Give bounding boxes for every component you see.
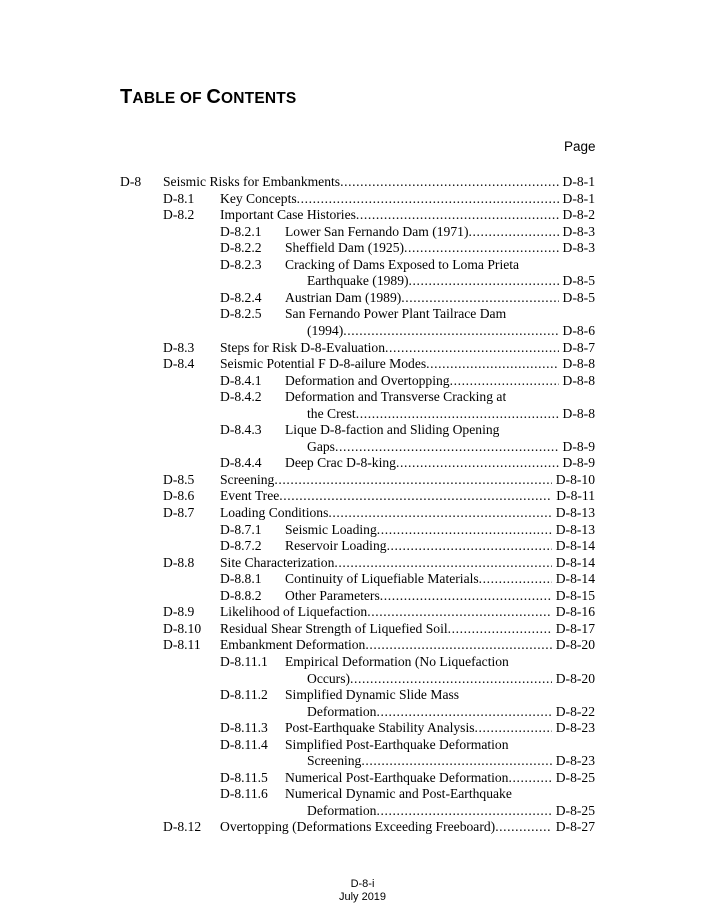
toc-entry-page: D-8-23 bbox=[555, 753, 595, 769]
toc-entry-page: D-8-11 bbox=[556, 488, 595, 504]
toc-entry-number: D-8 bbox=[120, 174, 142, 189]
toc-entry[interactable] bbox=[0, 785, 725, 802]
toc-entry-number: D-8.4 bbox=[163, 356, 195, 372]
toc-entry-number: D-8.6 bbox=[163, 488, 195, 504]
toc-entry-title bbox=[220, 339, 559, 356]
toc-entry-continuation[interactable] bbox=[0, 802, 725, 819]
toc-entry-page: D-8-13 bbox=[555, 505, 595, 520]
toc-entry-page: D-8-17 bbox=[555, 620, 595, 636]
dot-leader bbox=[377, 521, 552, 538]
toc-entry-title-text: Event Tree bbox=[220, 488, 280, 504]
dot-leader bbox=[380, 587, 552, 604]
toc-entry-title-text: Simplified Dynamic Slide Mass bbox=[285, 687, 460, 703]
toc-entry-page: D-8-14 bbox=[555, 554, 595, 570]
toc-entry-title bbox=[220, 487, 552, 504]
toc-entry-number: D-8.11.1 bbox=[220, 653, 268, 669]
toc-entry-continuation[interactable] bbox=[0, 670, 725, 687]
dot-leader bbox=[396, 454, 559, 471]
dot-leader bbox=[334, 554, 552, 571]
dot-leader bbox=[448, 620, 552, 637]
toc-entry-continuation[interactable] bbox=[0, 405, 725, 422]
toc-entry-title-text: Likelihood of Liquefaction bbox=[220, 604, 368, 620]
toc-entry-title-continuation-text: Deformation bbox=[307, 703, 377, 719]
toc-entry[interactable] bbox=[0, 173, 725, 190]
dot-leader bbox=[343, 322, 559, 339]
toc-entry-title bbox=[285, 256, 519, 273]
toc-entry-title bbox=[220, 190, 559, 207]
dot-leader bbox=[340, 173, 559, 190]
dot-leader bbox=[450, 372, 559, 389]
toc-entry-number: D-8.10 bbox=[163, 620, 202, 636]
toc-entry-page: D-8-7 bbox=[562, 339, 595, 355]
toc-entry-title-text: Site Characterization bbox=[220, 554, 335, 570]
toc-entry-page: D-8-8 bbox=[562, 356, 595, 372]
toc-entry-title-text: Loading Conditions bbox=[220, 505, 329, 520]
toc-entry-number: D-8.7.1 bbox=[220, 521, 262, 537]
dot-leader bbox=[409, 272, 559, 289]
title-part: ABLE OF bbox=[132, 90, 207, 107]
toc-entry-number: D-8.1 bbox=[163, 190, 195, 206]
toc-entry-number: D-8.12 bbox=[163, 819, 202, 835]
toc-entry-title bbox=[285, 372, 559, 389]
toc-entry-title-continuation-text: the Crest bbox=[307, 405, 356, 421]
toc-entry-title-continuation bbox=[307, 272, 559, 289]
toc-entry-number: D-8.11.5 bbox=[220, 769, 268, 785]
dot-leader bbox=[479, 570, 552, 587]
toc-entry-title bbox=[285, 719, 552, 736]
toc-entry[interactable] bbox=[0, 769, 725, 786]
toc-entry-title bbox=[285, 769, 552, 786]
toc-entry-title bbox=[285, 289, 559, 306]
toc-entry-number: D-8.8 bbox=[163, 554, 195, 570]
toc-entry-title-text: Embankment Deformation bbox=[220, 637, 366, 653]
toc-entry[interactable] bbox=[0, 620, 725, 637]
toc-entry[interactable] bbox=[0, 372, 725, 389]
toc-entry-title-text: Deformation and Overtopping bbox=[285, 372, 450, 388]
toc-entry-title bbox=[220, 504, 552, 521]
toc-entry-page: D-8-14 bbox=[555, 571, 595, 587]
dot-leader bbox=[335, 438, 559, 455]
toc-entry-number: D-8.11.3 bbox=[220, 720, 268, 736]
toc-entry-title-text: Post-Earthquake Stability Analysis bbox=[285, 720, 475, 736]
toc-entry-page: D-8-20 bbox=[555, 637, 595, 653]
toc-entry-continuation[interactable] bbox=[0, 703, 725, 720]
toc-entry-number: D-8.4.4 bbox=[220, 455, 262, 471]
toc-entry-title-continuation bbox=[307, 438, 559, 455]
toc-entry-continuation[interactable] bbox=[0, 322, 725, 339]
toc-entry-number: D-8.11.2 bbox=[220, 687, 268, 703]
toc-entry-title bbox=[285, 785, 512, 802]
toc-entry[interactable] bbox=[0, 521, 725, 538]
dot-leader bbox=[385, 339, 559, 356]
toc-entry-title bbox=[285, 454, 559, 471]
toc-entry-number: D-8.2 bbox=[163, 207, 195, 223]
toc-entry-page: D-8-23 bbox=[555, 720, 595, 736]
toc-entry-number: D-8.4.3 bbox=[220, 422, 262, 438]
dot-leader bbox=[376, 703, 552, 720]
toc-entry-title-continuation bbox=[307, 322, 559, 339]
toc-entry-number: D-8.11.6 bbox=[220, 786, 268, 802]
toc-entry-number: D-8.7.2 bbox=[220, 538, 262, 554]
toc-entry-title bbox=[220, 603, 552, 620]
toc-entry-title-text: Lower San Fernando Dam (1971) bbox=[285, 223, 469, 239]
toc-entry-title bbox=[285, 305, 506, 322]
toc-entry[interactable] bbox=[0, 719, 725, 736]
toc-entry-title-text: Continuity of Liquefiable Materials bbox=[285, 571, 479, 587]
toc-entry-number: D-8.7 bbox=[163, 505, 195, 520]
toc-entry-page: D-8-10 bbox=[555, 471, 595, 487]
toc-entry[interactable] bbox=[0, 537, 725, 554]
toc-entry-title-text: Steps for Risk D-8-Evaluation bbox=[220, 339, 385, 355]
dot-leader bbox=[356, 206, 559, 223]
toc-entry-number: D-8.8.1 bbox=[220, 571, 262, 587]
toc-entry[interactable] bbox=[0, 256, 725, 273]
toc-entry[interactable] bbox=[0, 603, 725, 620]
toc-entry-title-text: Simplified Post-Earthquake Deformation bbox=[285, 736, 509, 752]
toc-entry-title-text: Seismic Potential F D-8-ailure Modes bbox=[220, 356, 427, 372]
toc-entry-title-text: Overtopping (Deformations Exceeding Freeboard) bbox=[220, 819, 496, 835]
toc-entry-page: D-8-9 bbox=[562, 455, 595, 471]
title-part: T bbox=[120, 86, 133, 108]
toc-entry-number: D-8.3 bbox=[163, 339, 195, 355]
toc-entry-title bbox=[285, 223, 559, 240]
dot-leader bbox=[426, 355, 559, 372]
toc-entry-title-text: Numerical Dynamic and Post-Earthquake bbox=[285, 786, 512, 802]
toc-entry-title-continuation bbox=[307, 405, 559, 422]
toc-entry-number: D-8.11.4 bbox=[220, 736, 268, 752]
toc-entry-page: D-8-8 bbox=[562, 405, 595, 421]
toc-entry-number: D-8.9 bbox=[163, 604, 195, 620]
toc-entry-page: D-8-1 bbox=[562, 190, 595, 206]
toc-entry-number: D-8.2.3 bbox=[220, 256, 262, 272]
dot-leader bbox=[401, 289, 559, 306]
footer-date: July 2019 bbox=[338, 891, 387, 903]
toc-entry-title-text: Reservoir Loading bbox=[285, 538, 387, 554]
toc-entry[interactable] bbox=[0, 686, 725, 703]
toc-entry[interactable] bbox=[0, 421, 725, 438]
toc-entry-title-text: Seismic Risks for Embankments bbox=[163, 174, 341, 189]
toc-entry-title-text: San Fernando Power Plant Tailrace Dam bbox=[285, 306, 507, 322]
toc-entry-title bbox=[285, 587, 552, 604]
toc-entry-title bbox=[220, 471, 552, 488]
toc-entry-title-continuation bbox=[307, 802, 552, 819]
toc-entry-title bbox=[285, 736, 509, 753]
toc-entry-title-continuation-text: (1994) bbox=[307, 322, 344, 338]
toc-entry-page: D-8-6 bbox=[562, 322, 595, 338]
toc-entry-number: D-8.2.5 bbox=[220, 306, 262, 322]
toc-entry[interactable] bbox=[0, 190, 725, 207]
toc-entry-continuation[interactable] bbox=[0, 752, 725, 769]
dot-leader bbox=[508, 769, 552, 786]
toc-entry-page: D-8-20 bbox=[555, 670, 595, 686]
toc-entry-number: D-8.11 bbox=[163, 637, 201, 653]
dot-leader bbox=[404, 239, 559, 256]
toc-entry-title-text: Deformation and Transverse Cracking at bbox=[285, 389, 507, 405]
toc-entry-number: D-8.4.1 bbox=[220, 372, 262, 388]
toc-entry-title bbox=[285, 653, 509, 670]
toc-entry[interactable] bbox=[0, 653, 725, 670]
toc-entry-page: D-8-5 bbox=[562, 273, 595, 289]
toc-entry[interactable] bbox=[0, 636, 725, 653]
toc-entry-title bbox=[220, 355, 559, 372]
toc-entry-number: D-8.2.1 bbox=[220, 223, 262, 239]
dot-leader bbox=[468, 223, 559, 240]
toc-entry-title-continuation-text: Screening bbox=[307, 753, 362, 769]
toc-entry-title-continuation-text: Deformation bbox=[307, 802, 377, 818]
toc-entry[interactable] bbox=[0, 504, 725, 521]
toc-entry[interactable] bbox=[0, 487, 725, 504]
toc-entry-number: D-8.2.4 bbox=[220, 289, 262, 305]
toc-entry[interactable] bbox=[0, 239, 725, 256]
toc-entry-title-text: Deep Crac D-8-king bbox=[285, 455, 396, 471]
toc-entry-title-text: Other Parameters bbox=[285, 587, 380, 603]
toc-entry-page: D-8-27 bbox=[555, 819, 595, 835]
toc-entry-title-continuation bbox=[307, 703, 552, 720]
toc-entry-title bbox=[285, 421, 499, 438]
toc-entry[interactable] bbox=[0, 305, 725, 322]
toc-entry-page: D-8-5 bbox=[562, 289, 595, 305]
toc-entry-title bbox=[220, 206, 559, 223]
toc-entry-title-continuation bbox=[307, 752, 552, 769]
toc-entry-title-continuation-text: Gaps bbox=[307, 438, 335, 454]
toc-entry-title bbox=[285, 239, 559, 256]
toc-entry-title-text: Residual Shear Strength of Liquefied Soil bbox=[220, 620, 448, 636]
toc-entry-title bbox=[220, 620, 552, 637]
toc-entry[interactable] bbox=[0, 736, 725, 753]
toc-entry-title bbox=[220, 818, 552, 835]
toc-entry-page: D-8-8 bbox=[562, 372, 595, 388]
toc-entry[interactable] bbox=[0, 554, 725, 571]
toc-entry-title bbox=[285, 686, 459, 703]
toc-entry-continuation[interactable] bbox=[0, 272, 725, 289]
dot-leader bbox=[328, 504, 552, 521]
dot-leader bbox=[297, 190, 559, 207]
toc-entry-title bbox=[220, 554, 552, 571]
dot-leader bbox=[387, 537, 552, 554]
toc-entry-title-text: Sheffield Dam (1925) bbox=[285, 240, 405, 256]
toc-entry-page: D-8-16 bbox=[555, 604, 595, 620]
toc-entry-title bbox=[285, 521, 552, 538]
toc-entry[interactable] bbox=[0, 454, 725, 471]
toc-entry-page: D-8-14 bbox=[555, 538, 595, 554]
toc-entry-page: D-8-15 bbox=[555, 587, 595, 603]
toc-entry-number: D-8.5 bbox=[163, 471, 195, 487]
dot-leader bbox=[356, 405, 559, 422]
toc-entry-page: D-8-22 bbox=[555, 703, 595, 719]
toc-entry-title-text: Seismic Loading bbox=[285, 521, 377, 537]
toc-entry-title-text: Empirical Deformation (No Liquefaction bbox=[285, 653, 509, 669]
toc-entry-continuation[interactable] bbox=[0, 438, 725, 455]
toc-entry[interactable] bbox=[0, 223, 725, 240]
toc-entry-title-continuation-text: Earthquake (1989) bbox=[307, 273, 409, 289]
toc-entry-title-text: Lique D-8-faction and Sliding Opening bbox=[285, 422, 500, 438]
toc-entry[interactable] bbox=[0, 587, 725, 604]
footer-page-number: D-8-i bbox=[350, 878, 375, 890]
toc-entry-page: D-8-1 bbox=[562, 174, 595, 189]
toc-entry[interactable] bbox=[0, 471, 725, 488]
toc-entry-title-continuation-text: Occurs) bbox=[307, 670, 351, 686]
title-part: C bbox=[206, 86, 222, 108]
dot-leader bbox=[495, 818, 552, 835]
toc-entry-title-text: Key Concepts bbox=[220, 190, 297, 206]
toc-entry-page: D-8-3 bbox=[562, 240, 595, 256]
toc-entry-title-continuation bbox=[307, 670, 552, 687]
toc-entry-title-text: Screening bbox=[220, 471, 275, 487]
dot-leader bbox=[367, 603, 552, 620]
toc-entry[interactable] bbox=[0, 355, 725, 372]
toc-entry-page: D-8-9 bbox=[562, 438, 595, 454]
toc-entry-title bbox=[285, 537, 552, 554]
toc-entry-title-text: Important Case Histories bbox=[220, 207, 356, 223]
toc-entry-page: D-8-13 bbox=[555, 521, 595, 537]
toc-entry[interactable] bbox=[0, 388, 725, 405]
dot-leader bbox=[475, 719, 552, 736]
toc-entry-number: D-8.2.2 bbox=[220, 240, 262, 256]
toc-entry-title bbox=[220, 636, 552, 653]
toc-entry-number: D-8.8.2 bbox=[220, 587, 262, 603]
dot-leader bbox=[279, 487, 552, 504]
dot-leader bbox=[361, 752, 552, 769]
toc-entry-number: D-8.4.2 bbox=[220, 389, 262, 405]
toc-entry-title-text: Numerical Post-Earthquake Deformation bbox=[285, 769, 509, 785]
toc-entry-title-text: Austrian Dam (1989) bbox=[285, 289, 402, 305]
dot-leader bbox=[365, 636, 552, 653]
toc-entry[interactable] bbox=[0, 570, 725, 587]
dot-leader bbox=[350, 670, 552, 687]
page-column-label: Page bbox=[564, 139, 596, 154]
toc-entry-title bbox=[285, 570, 552, 587]
toc-entry-page: D-8-3 bbox=[562, 223, 595, 239]
toc-entry[interactable] bbox=[0, 206, 725, 223]
toc-entry-page: D-8-25 bbox=[555, 769, 595, 785]
toc-entry-title bbox=[285, 388, 506, 405]
toc-entry-title-text: Cracking of Dams Exposed to Loma Prieta bbox=[285, 256, 520, 272]
toc-entry-title bbox=[163, 173, 559, 190]
toc-entry-page: D-8-25 bbox=[555, 802, 595, 818]
toc-entry-page: D-8-2 bbox=[562, 207, 595, 223]
toc-entry[interactable] bbox=[0, 818, 725, 835]
toc-entry[interactable] bbox=[0, 289, 725, 306]
dot-leader bbox=[376, 802, 552, 819]
title-part: ONTENTS bbox=[221, 90, 297, 107]
toc-entry[interactable] bbox=[0, 339, 725, 356]
dot-leader bbox=[274, 471, 552, 488]
